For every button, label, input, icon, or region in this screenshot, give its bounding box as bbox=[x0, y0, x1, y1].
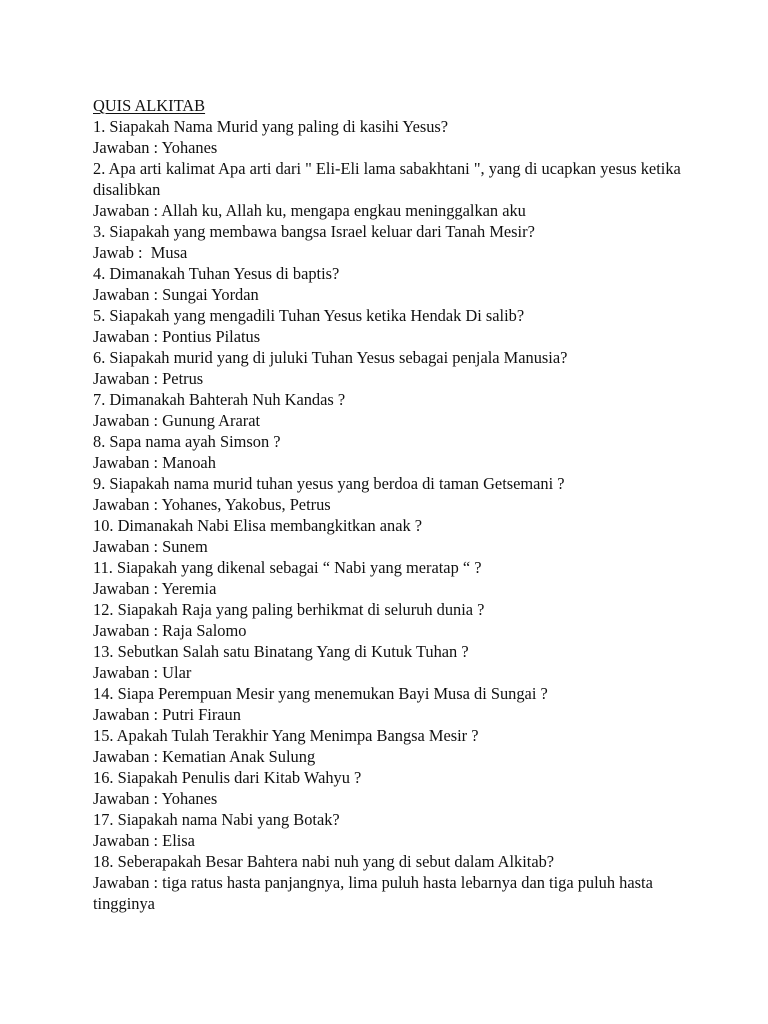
answer-15: Jawaban : Kematian Anak Sulung bbox=[93, 747, 316, 766]
answer-14: Jawaban : Putri Firaun bbox=[93, 705, 241, 724]
question-14: 14. Siapa Perempuan Mesir yang menemukan Bayi Musa di Sungai ? bbox=[93, 684, 548, 703]
answer-9: Jawaban : Yohanes, Yakobus, Petrus bbox=[93, 495, 331, 514]
question-9: 9. Siapakah nama murid tuhan yesus yang berdoa di taman Getsemani ? bbox=[93, 474, 565, 493]
answer-3: Jawab : Musa bbox=[93, 243, 188, 262]
answer-5: Jawaban : Pontius Pilatus bbox=[93, 327, 261, 346]
answer-8: Jawaban : Manoah bbox=[93, 453, 216, 472]
question-8: 8. Sapa nama ayah Simson ? bbox=[93, 432, 281, 451]
answer-12: Jawaban : Raja Salomo bbox=[93, 621, 247, 640]
question-13: 13. Sebutkan Salah satu Binatang Yang di Kutuk Tuhan ? bbox=[93, 642, 469, 661]
question-3: 3. Siapakah yang membawa bangsa Israel keluar dari Tanah Mesir? bbox=[93, 222, 535, 241]
quiz-document bbox=[93, 95, 693, 914]
question-6: 6. Siapakah murid yang di juluki Tuhan Yesus sebagai penjala Manusia? bbox=[93, 348, 568, 367]
question-2: 2. Apa arti kalimat Apa arti dari " Eli-Eli lama sabakhtani ", yang di ucapkan yesus ketika disalibkan bbox=[93, 159, 685, 199]
answer-16: Jawaban : Yohanes bbox=[93, 789, 218, 808]
answer-18: Jawaban : tiga ratus hasta panjangnya, lima puluh hasta lebarnya dan tiga puluh hasta tingginya bbox=[93, 873, 657, 913]
answer-11: Jawaban : Yeremia bbox=[93, 579, 217, 598]
answer-7: Jawaban : Gunung Ararat bbox=[93, 411, 261, 430]
question-12: 12. Siapakah Raja yang paling berhikmat di seluruh dunia ? bbox=[93, 600, 485, 619]
answer-17: Jawaban : Elisa bbox=[93, 831, 195, 850]
question-10: 10. Dimanakah Nabi Elisa membangkitkan anak ? bbox=[93, 516, 423, 535]
question-11: 11. Siapakah yang dikenal sebagai “ Nabi yang meratap “ ? bbox=[93, 558, 482, 577]
question-15: 15. Apakah Tulah Terakhir Yang Menimpa Bangsa Mesir ? bbox=[93, 726, 479, 745]
question-18: 18. Seberapakah Besar Bahtera nabi nuh yang di sebut dalam Alkitab? bbox=[93, 852, 555, 871]
answer-1: Jawaban : Yohanes bbox=[93, 138, 218, 157]
answer-6: Jawaban : Petrus bbox=[93, 369, 204, 388]
question-1: 1. Siapakah Nama Murid yang paling di kasihi Yesus? bbox=[93, 117, 449, 136]
question-17: 17. Siapakah nama Nabi yang Botak? bbox=[93, 810, 340, 829]
answer-4: Jawaban : Sungai Yordan bbox=[93, 285, 259, 304]
question-5: 5. Siapakah yang mengadili Tuhan Yesus ketika Hendak Di salib? bbox=[93, 306, 525, 325]
question-7: 7. Dimanakah Bahterah Nuh Kandas ? bbox=[93, 390, 346, 409]
answer-2: Jawaban : Allah ku, Allah ku, mengapa engkau meninggalkan aku bbox=[93, 201, 526, 220]
question-16: 16. Siapakah Penulis dari Kitab Wahyu ? bbox=[93, 768, 362, 787]
document-title: QUIS ALKITAB bbox=[93, 96, 206, 115]
answer-13: Jawaban : Ular bbox=[93, 663, 192, 682]
answer-10: Jawaban : Sunem bbox=[93, 537, 208, 556]
question-4: 4. Dimanakah Tuhan Yesus di baptis? bbox=[93, 264, 340, 283]
